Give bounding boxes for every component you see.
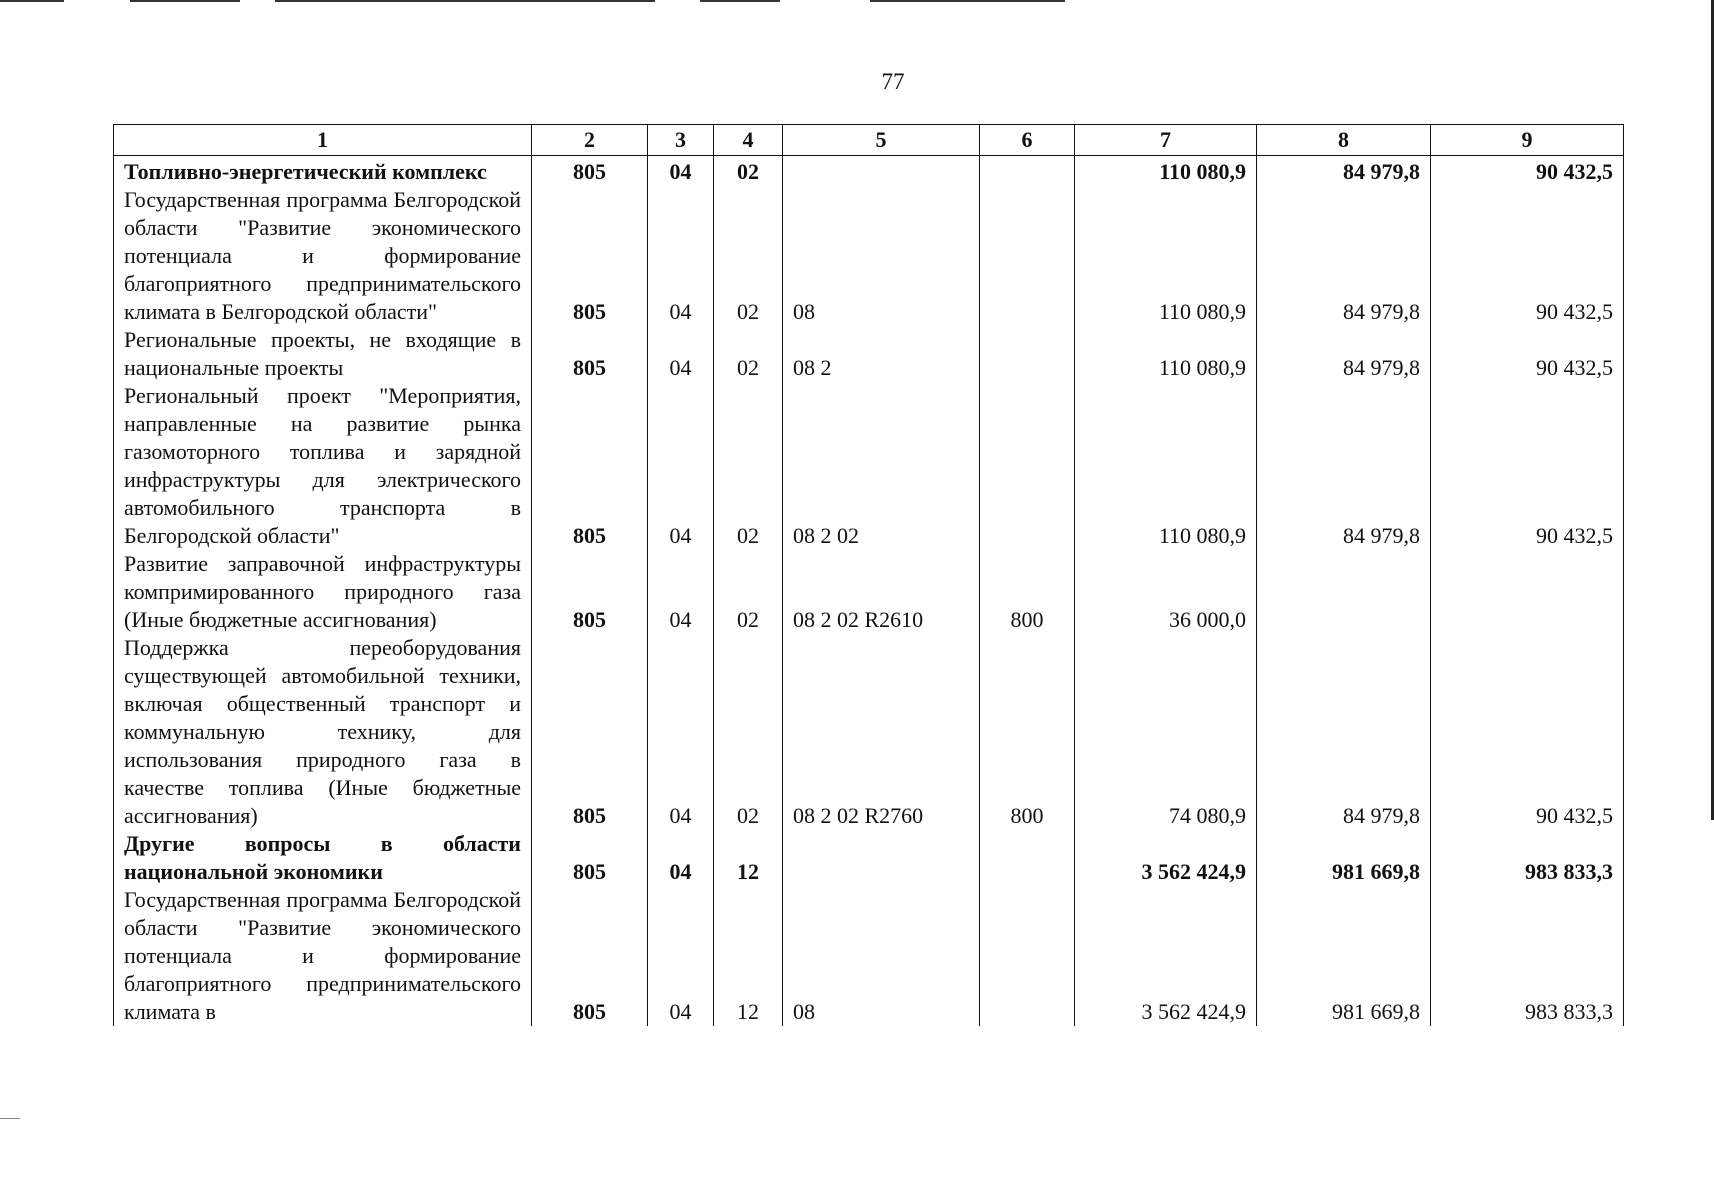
col-9-value: 90 432,5	[1431, 634, 1624, 830]
col-6-value	[980, 186, 1075, 326]
col-9-value: 90 432,5	[1431, 186, 1624, 326]
col-4-value: 02	[714, 382, 783, 550]
col-6-value	[980, 382, 1075, 550]
col-2-value: 805	[532, 156, 648, 187]
col-2-value: 805	[532, 886, 648, 1026]
col-3-value: 04	[648, 550, 714, 634]
col-5-value: 08 2	[783, 326, 980, 382]
col-3-value: 04	[648, 886, 714, 1026]
budget-table	[113, 124, 1624, 1026]
col-3-value: 04	[648, 326, 714, 382]
col-7-value: 3 562 424,9	[1075, 830, 1257, 886]
col-5-value: 08	[783, 886, 980, 1026]
page-number: 77	[881, 69, 905, 94]
col-3-value: 04	[648, 156, 714, 187]
col-7-value: 110 080,9	[1075, 186, 1257, 326]
col-8-value	[1257, 550, 1431, 634]
header-col-5: 5	[783, 125, 980, 156]
col-4-value: 02	[714, 186, 783, 326]
header-col-2: 2	[532, 125, 648, 156]
col-4-value: 12	[714, 886, 783, 1026]
col-4-value: 02	[714, 326, 783, 382]
col-5-value	[783, 156, 980, 187]
header-col-9: 9	[1431, 125, 1624, 156]
scan-left-mark	[0, 1118, 20, 1119]
col-2-value: 805	[532, 550, 648, 634]
col-5-value: 08 2 02	[783, 382, 980, 550]
header-row	[114, 125, 1624, 156]
row-name: Государственная программа Белгородской области "Развитие экономического потенциала и формирование благоприятного предпринимательского климата в	[114, 886, 532, 1026]
header-col-6: 6	[980, 125, 1075, 156]
col-8-value: 84 979,8	[1257, 156, 1431, 187]
col-6-value: 800	[980, 634, 1075, 830]
header-col-7: 7	[1075, 125, 1257, 156]
header-col-4: 4	[714, 125, 783, 156]
col-8-value: 84 979,8	[1257, 326, 1431, 382]
col-2-value: 805	[532, 186, 648, 326]
table-header	[114, 125, 1624, 156]
row-name: Государственная программа Белгородской области "Развитие экономического потенциала и формирование благоприятного предпринимательского климата в Белгородской области"	[114, 186, 532, 326]
header-col-3: 3	[648, 125, 714, 156]
col-8-value: 84 979,8	[1257, 186, 1431, 326]
col-7-value: 110 080,9	[1075, 326, 1257, 382]
col-3-value: 04	[648, 830, 714, 886]
col-7-value: 3 562 424,9	[1075, 886, 1257, 1026]
col-5-value	[783, 830, 980, 886]
row-name: Региональные проекты, не входящие в национальные проекты	[114, 326, 532, 382]
header-col-8: 8	[1257, 125, 1431, 156]
col-6-value	[980, 886, 1075, 1026]
col-4-value: 12	[714, 830, 783, 886]
table-row	[114, 830, 1624, 886]
table-body	[114, 156, 1624, 1027]
header-col-1: 1	[114, 125, 532, 156]
col-9-value: 983 833,3	[1431, 886, 1624, 1026]
col-8-value: 981 669,8	[1257, 830, 1431, 886]
col-7-value: 36 000,0	[1075, 550, 1257, 634]
col-8-value: 84 979,8	[1257, 382, 1431, 550]
scan-top-edge	[0, 0, 1714, 4]
col-2-value: 805	[532, 634, 648, 830]
row-name: Развитие заправочной инфраструктуры компримированного природного газа (Иные бюджетные ассигнования)	[114, 550, 532, 634]
row-name: Другие вопросы в области национальной экономики	[114, 830, 532, 886]
col-6-value	[980, 326, 1075, 382]
row-name: Топливно-энергетический комплекс	[114, 156, 532, 187]
col-8-value: 84 979,8	[1257, 634, 1431, 830]
col-7-value: 110 080,9	[1075, 156, 1257, 187]
col-3-value: 04	[648, 634, 714, 830]
col-4-value: 02	[714, 550, 783, 634]
col-2-value: 805	[532, 830, 648, 886]
col-9-value: 90 432,5	[1431, 382, 1624, 550]
col-8-value: 981 669,8	[1257, 886, 1431, 1026]
table-row	[114, 886, 1624, 1026]
row-name: Региональный проект "Мероприятия, направленные на развитие рынка газомоторного топлива и зарядной инфраструктуры для электрического автомобильного транспорта в Белгородской области"	[114, 382, 532, 550]
col-4-value: 02	[714, 634, 783, 830]
table-row	[114, 326, 1624, 382]
col-7-value: 74 080,9	[1075, 634, 1257, 830]
col-6-value	[980, 156, 1075, 187]
table-row	[114, 156, 1624, 187]
col-5-value: 08	[783, 186, 980, 326]
col-9-value: 90 432,5	[1431, 326, 1624, 382]
table-row	[114, 186, 1624, 326]
col-5-value: 08 2 02 R2760	[783, 634, 980, 830]
col-6-value	[980, 830, 1075, 886]
col-2-value: 805	[532, 326, 648, 382]
row-name: Поддержка переоборудования существующей автомобильной техники, включая общественный транспорт и коммунальную технику, для использования природного газа в качестве топлива (Иные бюджетные ассигнования)	[114, 634, 532, 830]
col-7-value: 110 080,9	[1075, 382, 1257, 550]
table-row	[114, 382, 1624, 550]
col-4-value: 02	[714, 156, 783, 187]
col-9-value: 983 833,3	[1431, 830, 1624, 886]
col-9-value	[1431, 550, 1624, 634]
table-row	[114, 550, 1624, 634]
col-5-value: 08 2 02 R2610	[783, 550, 980, 634]
col-9-value: 90 432,5	[1431, 156, 1624, 187]
col-3-value: 04	[648, 186, 714, 326]
col-2-value: 805	[532, 382, 648, 550]
col-6-value: 800	[980, 550, 1075, 634]
table-row	[114, 634, 1624, 830]
col-3-value: 04	[648, 382, 714, 550]
